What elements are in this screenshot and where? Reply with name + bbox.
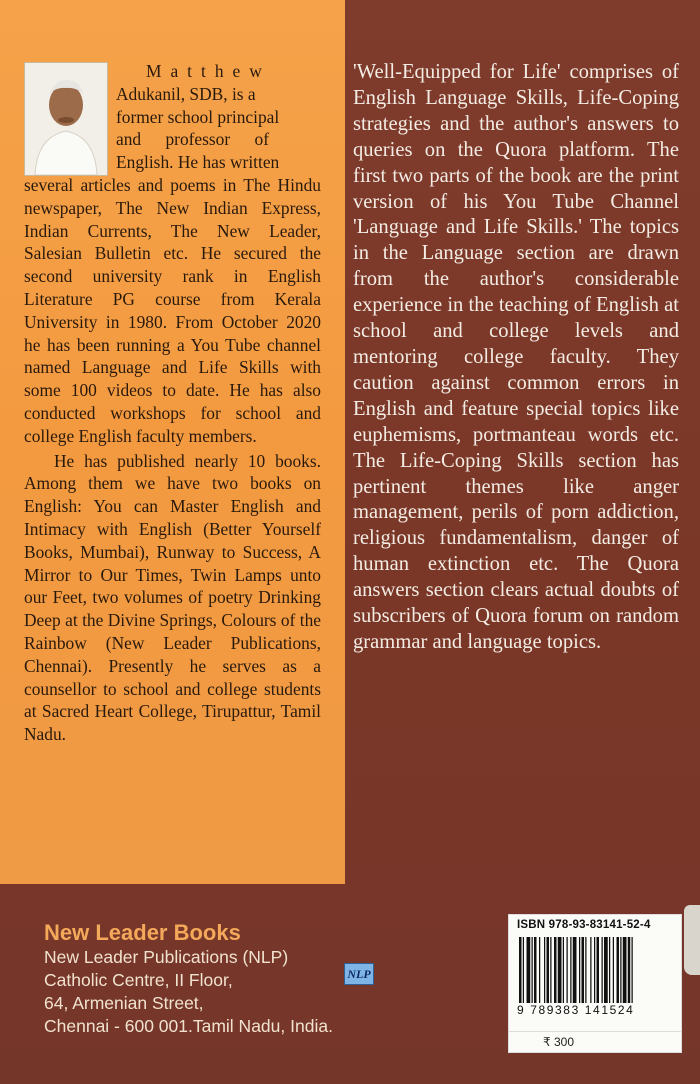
publisher-line: New Leader Publications (NLP) <box>44 947 289 967</box>
barcode-digits: 9 789383 141524 <box>517 1003 635 1017</box>
publisher-line: Catholic Centre, II Floor, <box>44 970 233 990</box>
blurb-text: 'Well-Equipped for Life' comprises of English Language Skills, Life-Coping strategies and the author's answers to queries on the Quora platform. The first two parts of the book are the print version of his You Tube Channel 'Language and Life Skills.' The topics in the Language section are drawn from the author's considerable experience in the teaching of English at school and college levels and mentoring college faculty. They caution against common errors in English and feature special topics like euphemisms, portmanteau words etc. The Life-Coping Skills section has pertinent themes like anger management, perils of porn addiction, religious fundamentalism, danger of human extinction etc. The Quora answers section clears actual doubts of subscribers of Quora forum on random grammar and language topics. <box>353 61 679 653</box>
bio-line: English. He has written <box>116 152 280 173</box>
barcode-icon <box>519 937 673 1003</box>
publisher-brand: New Leader Books <box>44 920 241 945</box>
price-label: ₹ 300 <box>508 1031 682 1053</box>
nlp-logo: NLP <box>344 963 374 985</box>
publisher-line: 64, Armenian Street, <box>44 993 204 1013</box>
bio-paragraph-2: He has published nearly 10 books. Among them we have two books on English: You can Master English and Intimacy with English (Better Yourself Books, Mumbai), Runway to Success, A Mirror to Our Times, Twin Lamps unto our Feet, two volumes of poetry Drinking Deep at the Divine Springs, Colours of the Rainbow (New Leader Publications, Chennai). Presently he serves as a counsellor to school and college students at Sacred Heart College, Tirupattur, Tamil Nadu. <box>24 450 321 745</box>
isbn-number: ISBN 978-93-83141-52-4 <box>517 919 651 931</box>
bio-paragraph-1: several articles and poems in The Hindu newspaper, The New Indian Express, Indian Currents, The New Leader, Salesian Bulletin etc. He secured the second university rank in English Literature PG course from Kerala University in 1980. From October 2020 he has been running a You Tube channel named Language and Life Skills with some 100 videos to date. He has also conducted workshops for school and college English faculty members. <box>24 174 321 446</box>
label-residue <box>684 905 700 975</box>
bio-first-word: Matthew <box>146 61 271 81</box>
publisher-line: Chennai - 600 001.Tamil Nadu, India. <box>44 1016 333 1036</box>
bio-line: former school principal <box>116 106 280 127</box>
bio-line: Adukanil, SDB, is a <box>116 83 256 104</box>
book-blurb <box>353 60 679 656</box>
author-bio <box>24 60 321 746</box>
bio-line: and professor of <box>116 129 270 150</box>
isbn-barcode-label <box>508 914 682 1032</box>
